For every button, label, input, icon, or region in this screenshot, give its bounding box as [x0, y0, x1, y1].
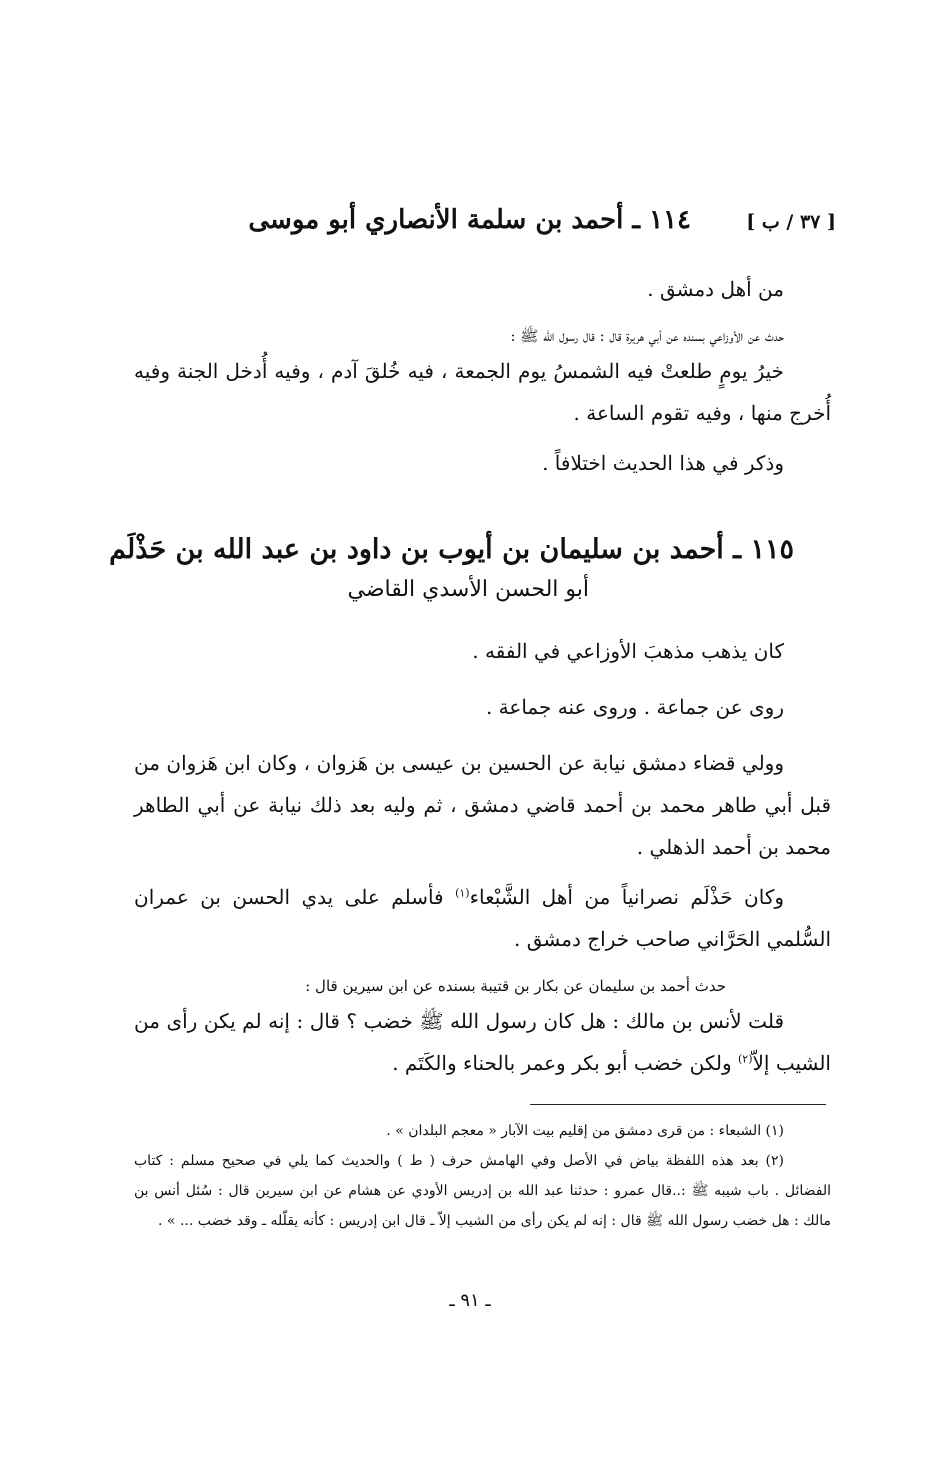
footnote-1: (١) الشبعاء : من قرى دمشق من إقليم بيت الآبار « معجم البلدان » . [386, 1123, 784, 1139]
entry-115-narration: روى عن جماعة . وروى عنه جماعة . [485, 695, 784, 719]
entry-115-chain: حدث أحمد بن سليمان عن بكار بن قتيبة بسنده عن ابن سيرين قال : [305, 977, 726, 995]
entry-115-madhhab: كان يذهب مذهبَ الأوزاعي في الفقه . [472, 639, 784, 663]
hadhlam-text-1: وكان حَذْلَم نصرانياً من أهل الشَّبْعاء [469, 885, 785, 909]
entry-114-hadith: خيرُ يومٍ طلعتْ فيه الشمسُ يوم الجمعة ، فيه خُلقَ آدم ، وفيه أُدخل الجنة وفيه أُخرج منها ، وفيه تقوم الساعة . [134, 359, 831, 425]
footnote-divider [530, 1104, 826, 1105]
entry-115-title: ١١٥ ـ أحمد بن سليمان بن أيوب بن داود بن عبد الله بن حَذْلَم [109, 534, 794, 565]
entry-115-hadhlam [134, 876, 831, 960]
hadith-text-2: ولكن خضب أبو بكر وعمر بالحناء والكَتَم . [392, 1051, 738, 1075]
entry-115-hadith [134, 1000, 831, 1084]
entry-114-note: وذكر في هذا الحديث اختلافاً . [542, 451, 784, 475]
hadhlam-text-2: فأسلم على يدي الحسن بن عمران السُّلمي الحَرَّاني صاحب خراج دمشق . [134, 885, 831, 951]
entry-115-body [134, 630, 831, 1084]
folio-marker: [ ٣٧ / ب ] [746, 211, 836, 233]
entry-114-title: ١١٤ ـ أحمد بن سلمة الأنصاري أبو موسى [248, 205, 691, 235]
footnote-ref-1[interactable]: (١) [455, 886, 470, 900]
page-header [248, 205, 836, 245]
footnotes [134, 1116, 831, 1236]
entry-114-chain: حدث عن الأوزاعي بسنده عن أبي هريرة قال : قال رسول الله ﷺ : [510, 327, 784, 345]
hadith-text-1: قلت لأنس بن مالك : هل كان رسول الله ﷺ خضب ؟ قال : إنه لم يكن رأى من الشيب إلاّ [134, 1009, 831, 1075]
footnote-ref-2[interactable]: (٢) [737, 1052, 753, 1066]
entry-115-judgeship: وولي قضاء دمشق نيابة عن الحسين بن عيسى بن هَزوان ، وكان ابن هَزوان من قبل أبي طاهر محمد بن أحمد قاضي دمشق ، ثم وليه بعد ذلك نيابة عن أبي الطاهر محمد بن أحمد الذهلي . [134, 751, 831, 859]
entry-115-subtitle: أبو الحسن الأسدي القاضي [347, 577, 589, 602]
page-number: ـ ٩١ ـ [449, 1290, 491, 1311]
entry-114-body [134, 268, 831, 484]
footnote-2: (٢) بعد هذه اللفظة بياض في الأصل وفي الهامش حرف ( ط ) والحديث كما يلي في صحيح مسلم : كتاب الفضائل . باب شيبه ﷺ :..قال عمرو : حدثنا عبد الله بن إدريس الأودي عن هشام عن ابن سيرين قال : سُئل أنس بن مالك : هل خضب رسول الله ﷺ قال : إنه لم يكن رأى من الشيب إلاّ ـ قال ابن إدريس : كأنه يقلّله ـ وقد خضب ... » . [134, 1153, 831, 1229]
entry-114-origin: من أهل دمشق . [647, 277, 784, 301]
